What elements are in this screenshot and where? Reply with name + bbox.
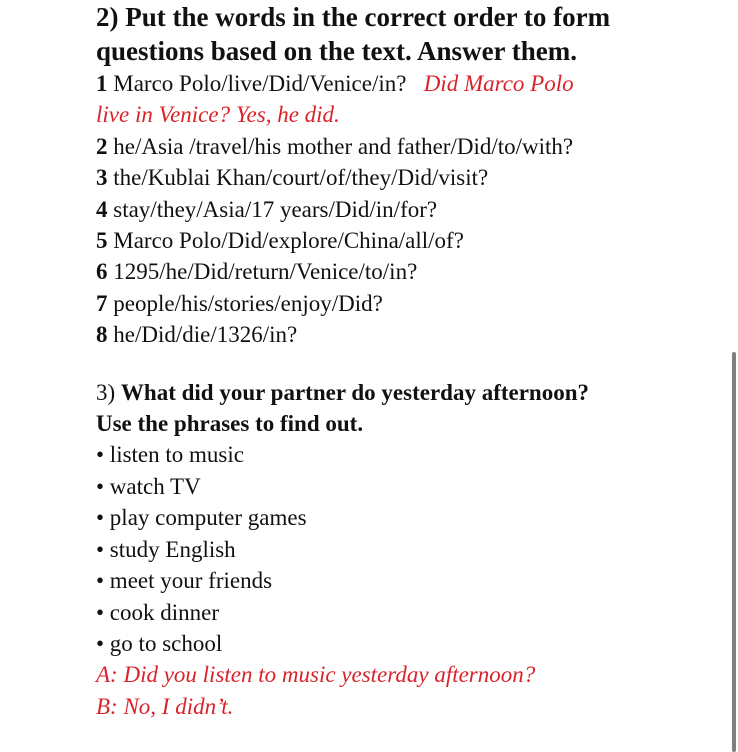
item-words: Marco Polo/live/Did/Venice/in? [113,71,407,96]
item-number: 2 [96,133,108,159]
scrollbar-thumb[interactable] [732,352,736,752]
section2-heading-line1: 2) Put the words in the correct order to form [96,2,611,32]
section3-heading-line2 [96,408,696,439]
phrase-bullet: • play computer games [96,505,307,531]
phrase-bullet: • watch TV [96,473,201,499]
item-words: Marco Polo/Did/explore/China/all/of? [113,228,464,254]
item-answer-part1: Did Marco Polo [423,71,574,96]
phrase-bullet: • cook dinner [96,599,220,625]
phrase-bullet: • study English [96,536,236,562]
exercise-item-2 [96,131,696,162]
item-words: 1295/he/Did/return/Venice/to/in? [113,259,418,285]
section-gap [96,351,696,377]
item-number: 8 [96,322,108,348]
item-words: people/his/stories/enjoy/Did? [113,290,383,316]
item-answer-part2: live in Venice? Yes, he did. [96,102,340,128]
example-dialogue-a: A: Did you listen to music yesterday afternoon? [96,662,536,688]
section3-subtitle: Use the phrases to find out. [96,411,364,437]
item-number: 7 [96,290,108,316]
item-words: the/Kublai Khan/court/of/they/Did/visit? [113,165,489,191]
item-words: he/Did/die/1326/in? [113,322,298,348]
phrase-bullet: • go to school [96,630,223,656]
item-number: 3 [96,165,108,191]
exercise-item-4 [96,194,696,225]
exercise-item-1 [96,68,696,99]
item-words: stay/they/Asia/17 years/Did/in/for? [113,196,438,222]
exercise-item-7 [96,288,696,319]
section3-prefix: 3) [96,379,116,405]
section2-heading-line2: questions based on the text. Answer them. [96,36,578,66]
section3-heading-line1 [96,377,696,408]
scrollbar[interactable] [728,0,738,750]
exercise-item-3 [96,162,696,193]
section3-title: What did your partner do yesterday afternoon? [120,379,590,405]
exercise-item-8 [96,319,696,350]
item-number: 4 [96,196,108,222]
example-dialogue-b: B: No, I didn’t. [96,693,234,719]
worksheet-page [96,0,696,722]
item-words: he/Asia /travel/his mother and father/Did/to/with? [113,133,574,159]
phrase-bullet: • meet your friends [96,568,273,594]
exercise-item-6 [96,256,696,287]
item-number: 5 [96,228,108,254]
item-number: 1 [96,71,108,96]
exercise-item-5 [96,225,696,256]
item-number: 6 [96,259,108,285]
phrase-bullet: • listen to music [96,442,244,468]
